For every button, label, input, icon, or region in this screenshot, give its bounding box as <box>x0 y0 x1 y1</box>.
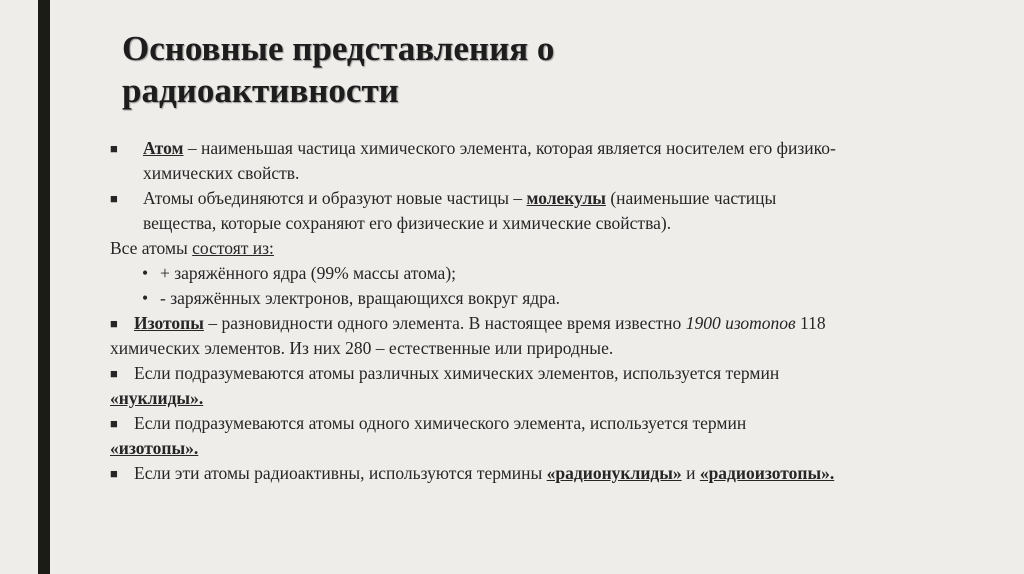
square-bullet-icon: ■ <box>110 191 118 206</box>
isotope-line-2 <box>110 336 1010 361</box>
isotope-term-quoted: «изотопы». <box>110 438 199 458</box>
radio-text: Если эти атомы радиоактивны, используются термины <box>134 463 547 483</box>
square-bullet-icon: ■ <box>110 141 118 156</box>
molecule-text-2: (наименьшие частицы <box>605 188 777 208</box>
nuclide-line-1 <box>110 361 1010 386</box>
isotope-count: 1900 изотопов <box>685 313 796 333</box>
square-bullet-icon: ■ <box>110 466 118 481</box>
atom-definition-line-1 <box>110 136 1010 161</box>
isotope-line-1 <box>110 311 1010 336</box>
isotope-text-2: 118 <box>795 313 826 333</box>
isotope-text-1: – разновидности одного элемента. В настоящее время известно <box>203 313 686 333</box>
isotope-text-3: химических элементов. Из них 280 – естественные или природные. <box>110 338 614 358</box>
dot-bullet-icon: • <box>142 288 149 308</box>
molecule-line-1 <box>110 186 1010 211</box>
radio-and: и <box>681 463 700 483</box>
slide-title <box>122 28 822 112</box>
dot-bullet-icon: • <box>142 263 149 283</box>
isotope-term-line-2 <box>110 436 1010 461</box>
nuclide-line-2 <box>110 386 1010 411</box>
slide-title-line-1: Основные представления о <box>122 29 555 68</box>
atom-definition-line-2 <box>110 161 1010 186</box>
nuclide-text: Если подразумеваются атомы различных химических элементов, используется термин <box>134 363 780 383</box>
molecule-line-2 <box>110 211 1010 236</box>
isotope-term-text: Если подразумеваются атомы одного химического элемента, используется термин <box>134 413 747 433</box>
electron-text: - заряжённых электронов, вращающихся вокруг ядра. <box>160 288 561 308</box>
composition-text: Все атомы <box>110 238 193 258</box>
left-accent-bar <box>38 0 50 574</box>
radionuclide-term: «радионуклиды» <box>546 463 682 483</box>
composition-line <box>110 236 1010 261</box>
square-bullet-icon: ■ <box>110 366 118 381</box>
nucleus-sub-item <box>110 261 1010 286</box>
nuclide-term: «нуклиды». <box>110 388 204 408</box>
isotope-term: Изотопы <box>134 313 204 333</box>
square-bullet-icon: ■ <box>110 316 118 331</box>
square-bullet-icon: ■ <box>110 416 118 431</box>
nucleus-text: + заряжённого ядра (99% массы атома); <box>160 263 457 283</box>
atom-term: Атом <box>143 138 184 158</box>
atom-definition-text: – наименьшая частица химического элемента, которая является носителем его физико- <box>183 138 836 158</box>
molecule-term: молекулы <box>526 188 606 208</box>
slide-body <box>110 136 1010 486</box>
composition-underlined: состоят из: <box>192 238 274 258</box>
atom-definition-text-2: химических свойств. <box>143 163 300 183</box>
electron-sub-item <box>110 286 1010 311</box>
slide-title-line-2: радиоактивности <box>122 71 399 110</box>
molecule-text-1: Атомы объединяются и образуют новые частицы – <box>143 188 527 208</box>
isotope-term-line-1 <box>110 411 1010 436</box>
radio-line <box>110 461 1010 486</box>
molecule-text-3: вещества, которые сохраняют его физические и химические свойства). <box>143 213 672 233</box>
radioisotope-term: «радиоизотопы». <box>699 463 835 483</box>
